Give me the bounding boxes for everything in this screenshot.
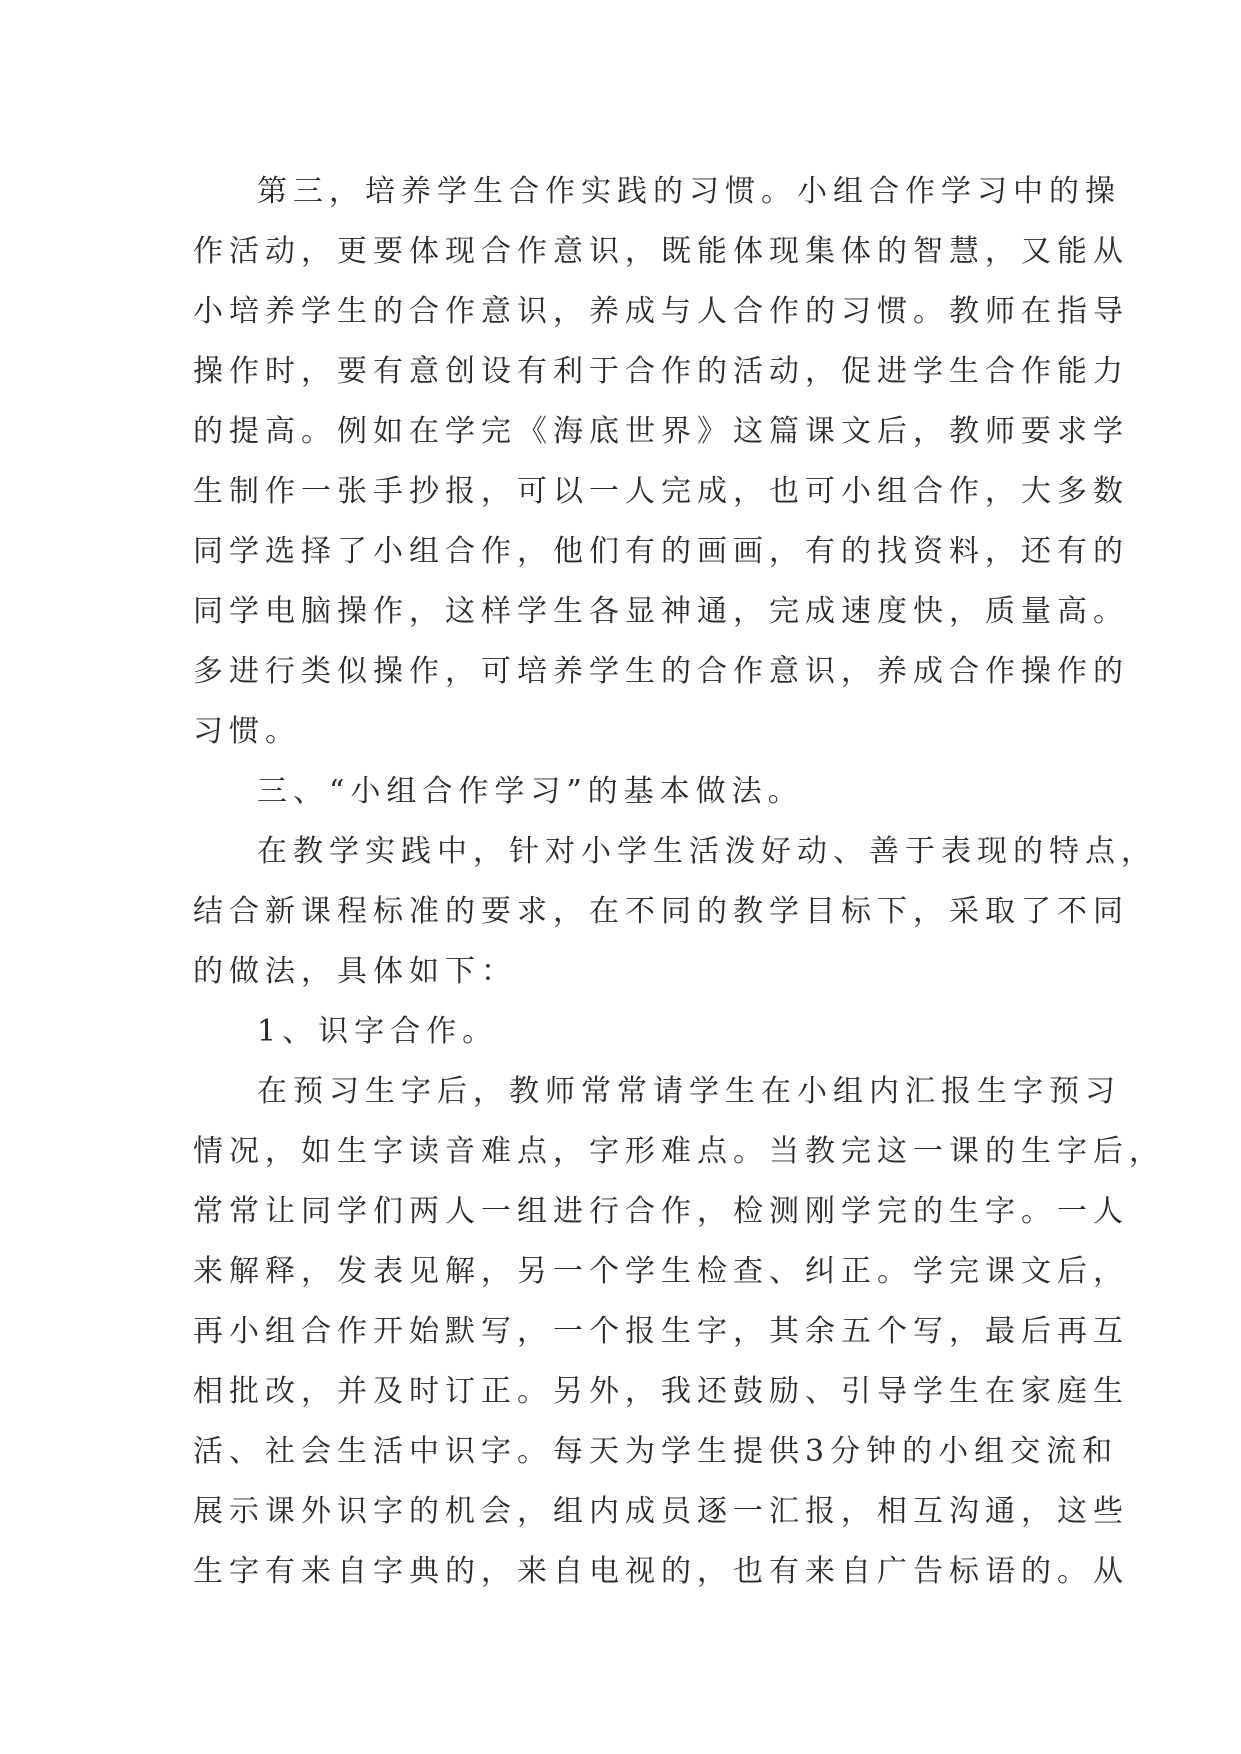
paragraph-line: 在教学实践中，针对小学生活泼好动、善于表现的特点，	[257, 834, 1157, 869]
paragraph-line: 作活动，更要体现合作意识，既能体现集体的智慧，又能从	[193, 234, 1129, 269]
paragraph-line: 常常让同学们两人一组进行合作，检测刚学完的生字。一人	[193, 1194, 1129, 1229]
paragraph-line: 活、社会生活中识字。每天为学生提供3分钟的小组交流和	[193, 1434, 1119, 1469]
paragraph-line: 操作时，要有意创设有利于合作的活动，促进学生合作能力	[193, 354, 1129, 389]
paragraph-line: 相批改，并及时订正。另外，我还鼓励、引导学生在家庭生	[193, 1374, 1129, 1409]
paragraph-line: 展示课外识字的机会，组内成员逐一汇报，相互沟通，这些	[193, 1494, 1129, 1529]
subsection-heading: 1、识字合作。	[257, 1014, 499, 1049]
paragraph-line: 结合新课程标准的要求，在不同的教学目标下，采取了不同	[193, 894, 1129, 929]
paragraph-line: 再小组合作开始默写，一个报生字，其余五个写，最后再互	[193, 1314, 1129, 1349]
paragraph-line: 的做法，具体如下：	[193, 954, 517, 989]
document-body	[193, 162, 1165, 1602]
paragraph-line: 来解释，发表见解，另一个学生检查、纠正。学完课文后，	[193, 1254, 1129, 1289]
paragraph-line: 的提高。例如在学完《海底世界》这篇课文后，教师要求学	[193, 414, 1129, 449]
paragraph-line: 多进行类似操作，可培养学生的合作意识，养成合作操作的	[193, 654, 1129, 689]
paragraph-line: 生制作一张手抄报，可以一人完成，也可小组合作，大多数	[193, 474, 1129, 509]
paragraph-line: 在预习生字后，教师常常请学生在小组内汇报生字预习	[257, 1074, 1121, 1109]
paragraph-line: 情况，如生字读音难点，字形难点。当教完这一课的生字后，	[193, 1134, 1165, 1169]
paragraph-line: 同学电脑操作，这样学生各显神通，完成速度快，质量高。	[193, 594, 1129, 629]
paragraph-line: 习惯。	[193, 714, 301, 749]
paragraph-line: 小培养学生的合作意识，养成与人合作的习惯。教师在指导	[193, 294, 1129, 329]
paragraph-line: 第三，培养学生合作实践的习惯。小组合作学习中的操	[257, 174, 1121, 209]
section-heading: 三、“小组合作学习”的基本做法。	[257, 774, 804, 809]
paragraph-line: 生字有来自字典的，来自电视的，也有来自广告标语的。从	[193, 1554, 1129, 1589]
paragraph-line: 同学选择了小组合作，他们有的画画，有的找资料，还有的	[193, 534, 1129, 569]
